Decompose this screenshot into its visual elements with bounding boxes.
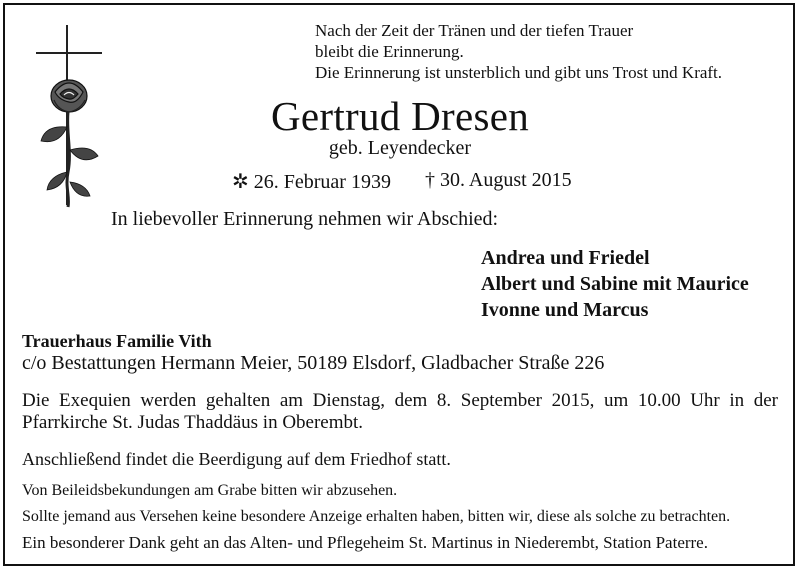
mourners-list [481, 245, 749, 323]
verse-line: bleibt die Erinnerung. [315, 42, 464, 61]
verse-line: Nach der Zeit der Tränen und der tiefen Trauer [315, 21, 634, 40]
deceased-name: Gertrud Dresen [270, 93, 530, 139]
thanks-note: Ein besonderer Dank geht an das Alten- und Pflegeheim St. Martinus in Niederembt, Station Paterre. [22, 533, 708, 552]
farewell-line: In liebevoller Erinnerung nehmen wir Abschied: [111, 208, 499, 230]
notice-note: Sollte jemand aus Versehen keine besondere Anzeige erhalten haben, bitten wir, diese als solche zu betrachten. [22, 508, 731, 525]
funeral-mass-notice: Die Exequien werden gehalten am Dienstag, dem 8. September 2015, um 10.00 Uhr in der Pfarrkirche St. Judas Thaddäus in Oberembt. [22, 390, 778, 433]
mourning-house-title: Trauerhaus Familie Vith [22, 331, 212, 351]
mourner-entry: Andrea und Friedel [481, 247, 650, 269]
burial-notice: Anschließend findet die Beerdigung auf dem Friedhof statt. [22, 449, 451, 469]
mourner-entry: Albert und Sabine mit Maurice [481, 273, 749, 295]
birth-date: ✲ 26. Februar 1939 [232, 171, 391, 193]
maiden-name: geb. Leyendecker [328, 137, 472, 159]
condolence-notice: Von Beileidsbekundungen am Grabe bitten wir abzusehen. [22, 482, 398, 499]
memorial-verse [315, 20, 722, 83]
death-date: † 30. August 2015 [425, 169, 572, 191]
verse-line: Die Erinnerung ist unsterblich und gibt uns Trost und Kraft. [315, 63, 723, 82]
mourning-house-address: c/o Bestattungen Hermann Meier, 50189 Elsdorf, Gladbacher Straße 226 [22, 352, 605, 374]
mourner-entry: Ivonne und Marcus [481, 299, 649, 321]
